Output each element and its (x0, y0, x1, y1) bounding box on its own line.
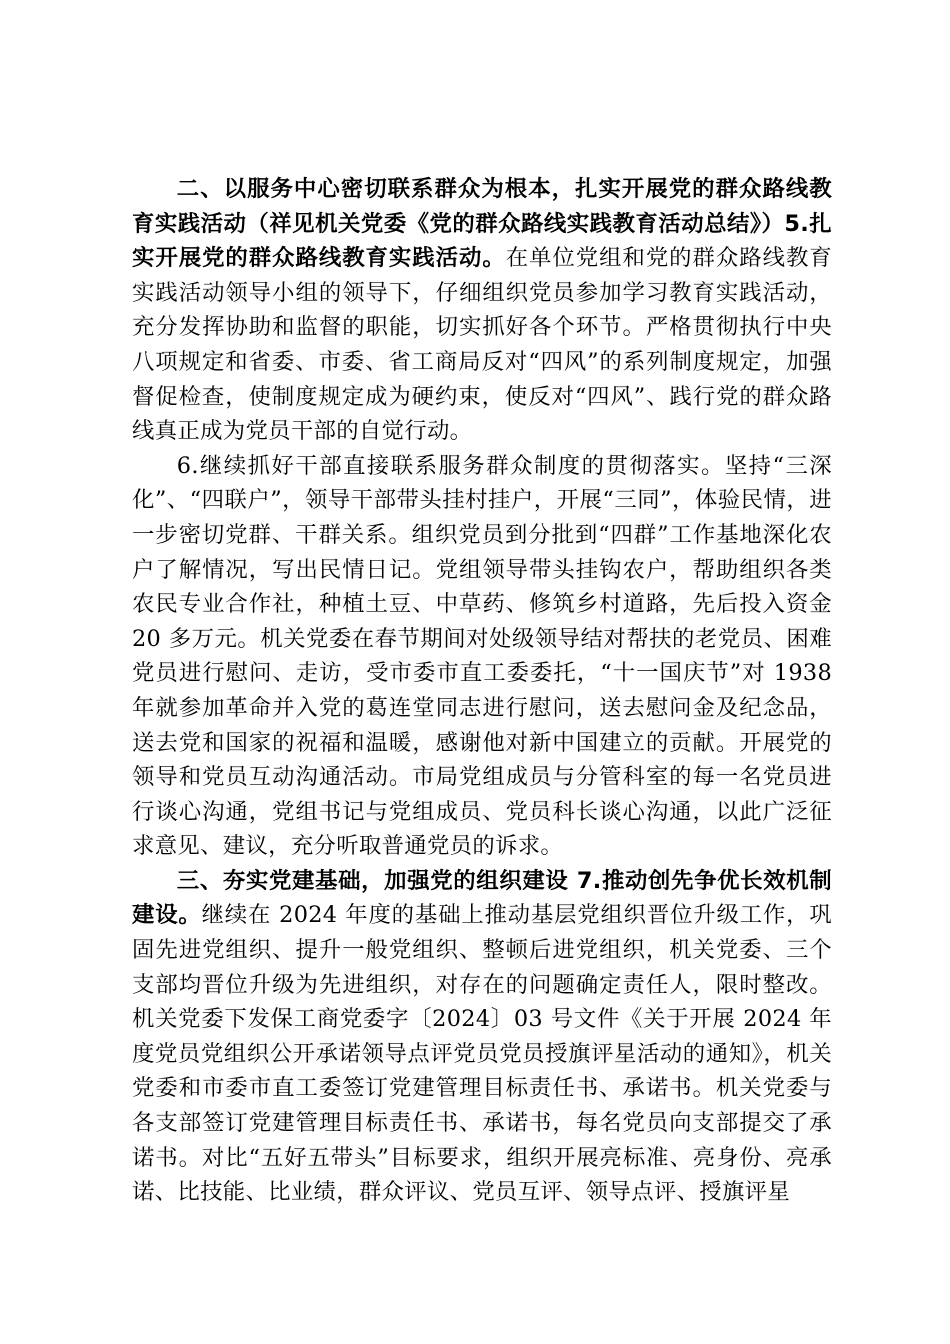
section-two-heading: 二、以服务中心密切联系群众为根本，扎实开展党的群众路线教育实践活动（祥见机关党委《党的群众路线实践教育活动总结》）5.扎实开展党的群众路线教育实践活动。 (132, 176, 832, 272)
item-six-text: 6.继续抓好干部直接联系服务群众制度的贯彻落实。坚持“三深化”、“四联户”，领导干部带头挂村挂户，开展“三同”，体验民情，进一步密切党群、干群关系。组织党员到分批到“四群”工作基地深化农户了解情况，写出民情日记。党组领导带头挂钩农户，帮助组织各类农民专业合作社，种植土豆、中草药、修筑乡村道路，先后投入资金 20 多万元。机关党委在春节期间对处级领导结对帮扶的老党员、困难党员进行慰问、走访，受市委市直工委委托，“十一国庆节”对 1938 年就参加革命并入党的葛连堂同志进行慰问，送去慰问金及纪念品，送去党和国家的祝福和温暖，感谢他对新中国建立的贡献。开展党的领导和党员互动沟通活动。市局党组成员与分管科室的每一名党员进行谈心沟通，党组书记与党组成员、党员科长谈心沟通，以此广泛征求意见、建议，充分听取普通党员的诉求。 (132, 452, 832, 860)
section-three-heading: 三、夯实党建基础，加强党的组织建设 7.推动创先争优长效机制建设。 (132, 867, 832, 929)
paragraph-section-three (132, 864, 832, 1210)
section-three-text: 继续在 2024 年度的基础上推动基层党组织晋位升级工作，巩固先进党组织、提升一般党组织、整顿后进党组织，机关党委、三个支部均晋位升级为先进组织，对存在的问题确定责任人，限时整改。机关党委下发保工商党委字〔2024〕03 号文件《关于开展 2024 年度党员党组织公开承诺领导点评党员党员授旗评星活动的通知》，机关党委和市委市直工委签订党建管理目标责任书、承诺书。机关党委与各支部签订党建管理目标责任书、承诺书，每名党员向支部提交了承诺书。对比“五好五带头”目标要求，组织开展亮标准、亮身份、亮承诺、比技能、比业绩，群众评议、党员互评、领导点评、授旗评星 (132, 902, 832, 1206)
paragraph-item-six (132, 449, 832, 864)
section-two-text: 在单位党组和党的群众路线教育实践活动领导小组的领导下，仔细组织党员参加学习教育实践活动，充分发挥协助和监督的职能，切实抓好各个环节。严格贯彻执行中央八项规定和省委、市委、省工商局反对“四风”的系列制度规定，加强督促检查，使制度规定成为硬约束，使反对“四风”、践行党的群众路线真正成为党员干部的自觉行动。 (132, 245, 832, 445)
document-body (132, 172, 832, 1210)
paragraph-section-two (132, 172, 832, 449)
